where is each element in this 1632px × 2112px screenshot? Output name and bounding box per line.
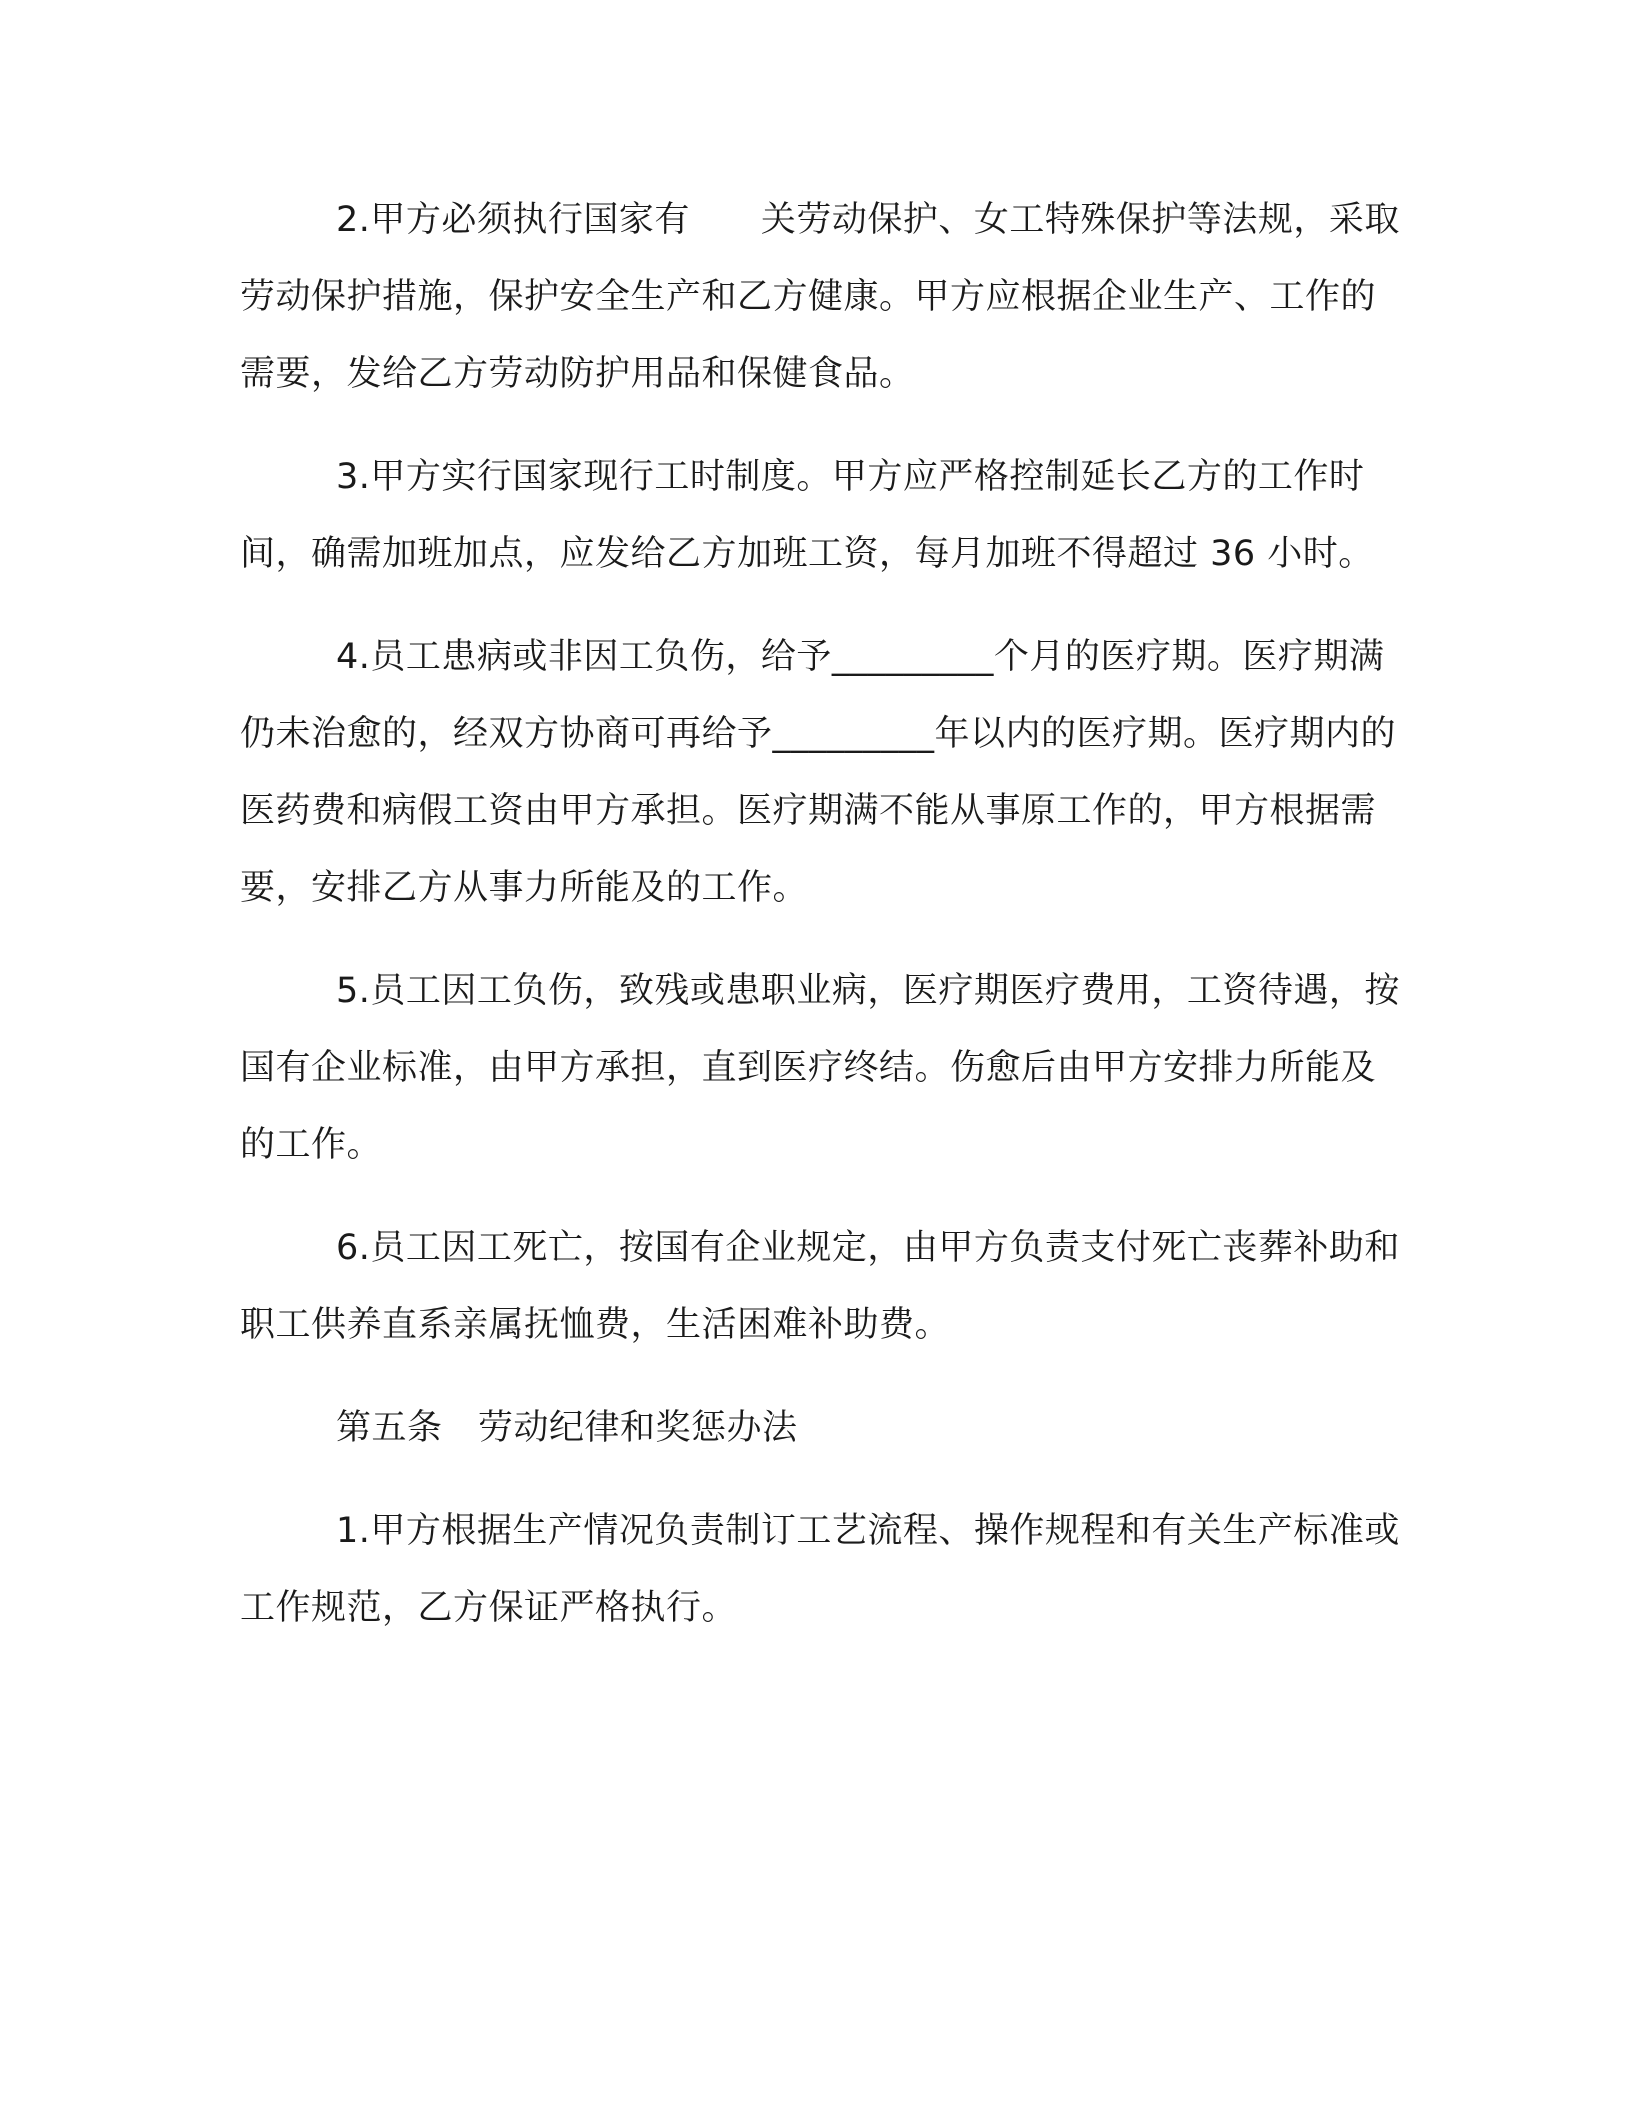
paragraph-article5-clause-1: 1.甲方根据生产情况负责制订工艺流程、操作规程和有关生产标准或工作规范，乙方保证严格执行。 [240, 1511, 1400, 1628]
article-heading: 第五条 劳动纪律和奖惩办法 [336, 1408, 798, 1448]
paragraph-clause-2: 2.甲方必须执行国家有 关劳动保护、女工特殊保护等法规，采取劳动保护措施，保护安全生产和乙方健康。甲方应根据企业生产、工作的需要，发给乙方劳动防护用品和保健食品。 [240, 200, 1400, 394]
document-body [240, 182, 1400, 1673]
paragraph-clause-3: 3.甲方实行国家现行工时制度。甲方应严格控制延长乙方的工作时间，确需加班加点，应发给乙方加班工资，每月加班不得超过 36 小时。 [240, 457, 1374, 574]
paragraph-clause-6: 6.员工因工死亡，按国有企业规定，由甲方负责支付死亡丧葬补助和职工供养直系亲属抚恤费，生活困难补助费。 [240, 1228, 1400, 1345]
paragraph-clause-4: 4.员工患病或非因工负伤，给予_________个月的医疗期。医疗期满仍未治愈的，经双方协商可再给予_________年以内的医疗期。医疗期内的医药费和病假工资由甲方承担。医疗期满不能从事原工作的，甲方根据需要，安排乙方从事力所能及的工作。 [240, 637, 1397, 908]
paragraph-clause-5: 5.员工因工负伤，致残或患职业病，医疗期医疗费用，工资待遇，按国有企业标准，由甲方承担，直到医疗终结。伤愈后由甲方安排力所能及的工作。 [240, 971, 1400, 1165]
